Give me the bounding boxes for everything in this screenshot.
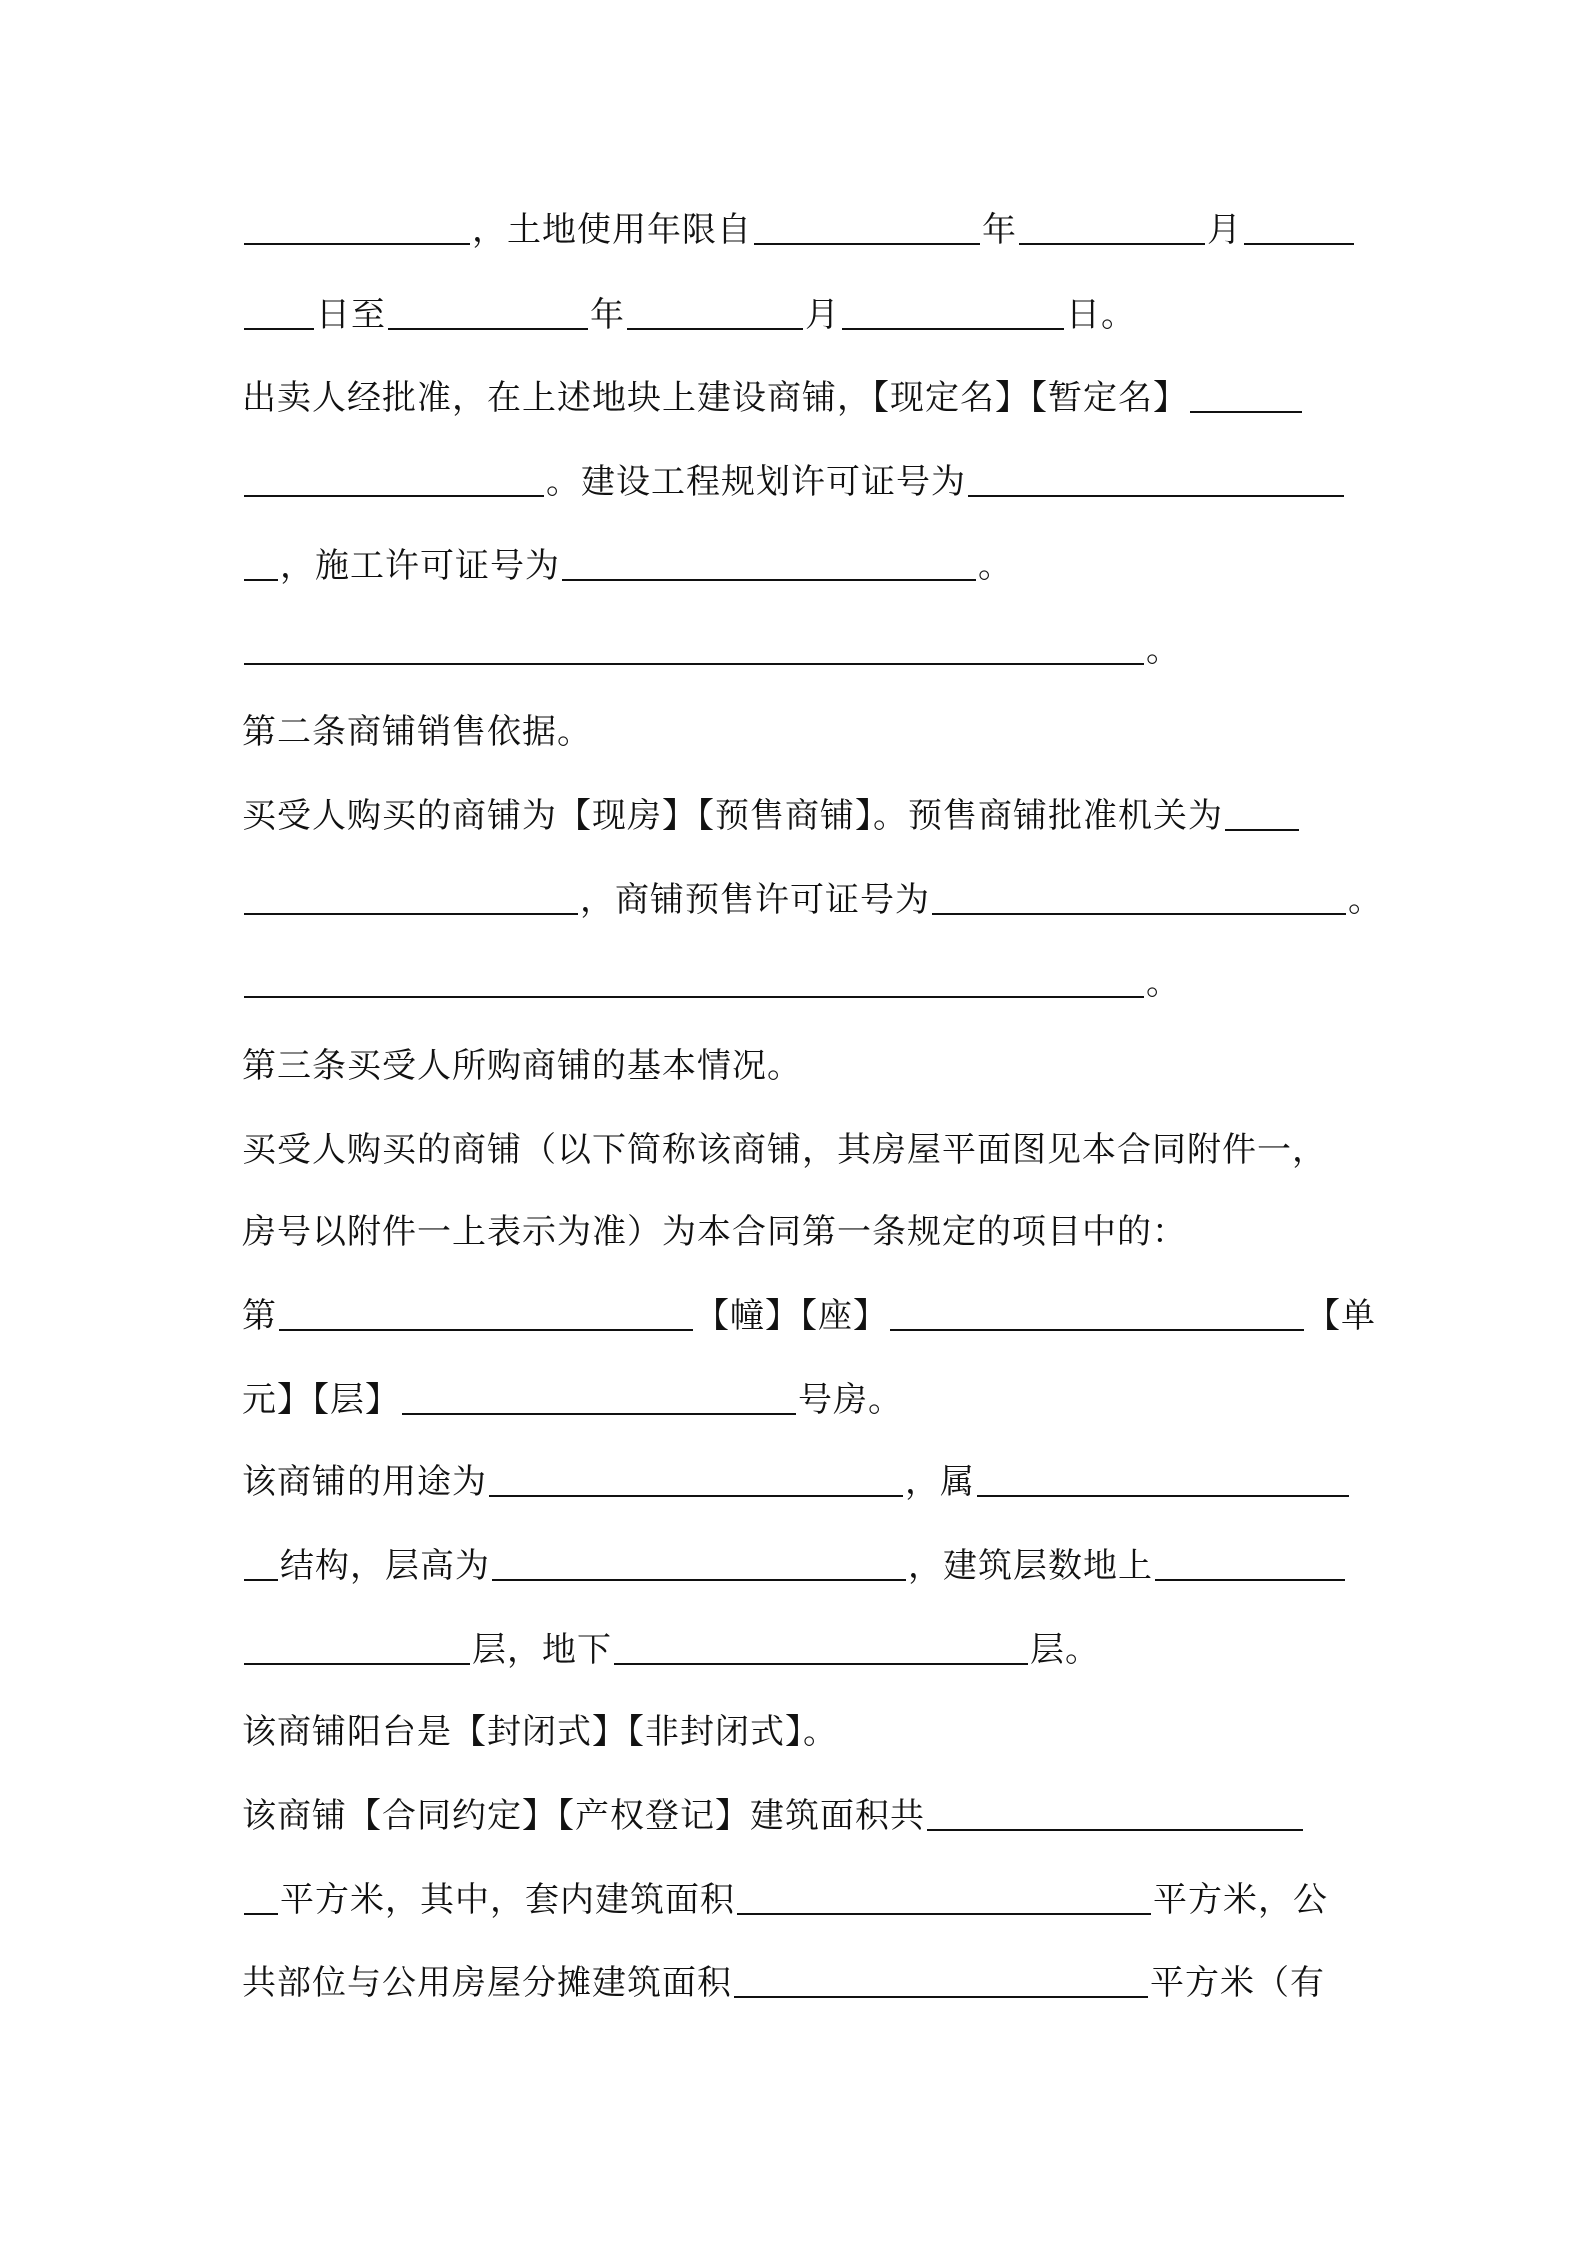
text-segment: 层，地下 — [472, 1630, 612, 1670]
text-line — [242, 702, 592, 762]
text-segment: 结构，层高为 — [280, 1546, 490, 1586]
text-line — [242, 786, 1301, 846]
fill-in-blank[interactable] — [244, 962, 1144, 998]
fill-in-blank[interactable] — [244, 209, 470, 245]
text-segment: 层。 — [1030, 1630, 1100, 1670]
text-line — [242, 1120, 1327, 1180]
fill-in-blank[interactable] — [562, 545, 976, 581]
text-segment: 日至 — [316, 295, 386, 335]
text-line — [242, 1452, 1351, 1512]
fill-in-blank[interactable] — [627, 294, 803, 330]
text-segment: 买受人购买的商铺（以下简称该商铺，其房屋平面图见本合同附件一， — [242, 1130, 1327, 1170]
text-segment: 日。 — [1066, 295, 1136, 335]
text-segment: 【单 — [1306, 1296, 1376, 1336]
fill-in-blank[interactable] — [927, 1795, 1303, 1831]
text-segment: 房号以附件一上表示为准）为本合同第一条规定的项目中的： — [242, 1212, 1187, 1252]
text-line — [242, 1702, 838, 1762]
text-segment: ，土地使用年限自 — [472, 210, 752, 250]
text-segment: ，施工许可证号为 — [280, 546, 560, 586]
text-segment: 。 — [1146, 630, 1181, 670]
fill-in-blank[interactable] — [244, 461, 544, 497]
text-segment: 平方米，公 — [1153, 1880, 1328, 1920]
fill-in-blank[interactable] — [1225, 795, 1299, 831]
text-line — [242, 1370, 903, 1430]
fill-in-blank[interactable] — [734, 1962, 1148, 1998]
fill-in-blank[interactable] — [754, 209, 980, 245]
fill-in-blank[interactable] — [977, 1461, 1349, 1497]
fill-in-blank[interactable] — [968, 461, 1344, 497]
text-segment: 月 — [1207, 210, 1242, 250]
text-line — [242, 1036, 802, 1096]
text-segment: 该商铺的用途为 — [242, 1462, 487, 1502]
fill-in-blank[interactable] — [244, 294, 314, 330]
fill-in-blank[interactable] — [244, 1545, 278, 1581]
fill-in-blank[interactable] — [842, 294, 1064, 330]
text-line — [242, 285, 1136, 345]
fill-in-blank[interactable] — [388, 294, 588, 330]
text-segment: 元】【层】 — [242, 1380, 400, 1420]
text-segment: 该商铺阳台是【封闭式】【非封闭式】。 — [242, 1712, 838, 1752]
fill-in-blank[interactable] — [614, 1629, 1028, 1665]
text-segment: 第 — [242, 1296, 277, 1336]
fill-in-blank[interactable] — [402, 1379, 796, 1415]
text-segment: 共部位与公用房屋分摊建筑面积 — [242, 1963, 732, 2003]
text-line — [242, 1620, 1100, 1680]
text-segment: 。 — [1146, 963, 1181, 1003]
fill-in-blank[interactable] — [1190, 377, 1302, 413]
text-line — [242, 1870, 1328, 1930]
fill-in-blank[interactable] — [1155, 1545, 1345, 1581]
text-segment: 月 — [805, 295, 840, 335]
text-segment: 第三条买受人所购商铺的基本情况。 — [242, 1046, 802, 1086]
text-line — [242, 620, 1181, 680]
fill-in-blank[interactable] — [279, 1295, 693, 1331]
text-segment: 。 — [1348, 880, 1383, 920]
fill-in-blank[interactable] — [489, 1461, 903, 1497]
text-segment: 。建设工程规划许可证号为 — [546, 462, 966, 502]
text-segment: 出卖人经批准，在上述地块上建设商铺，【现定名】【暂定名】 — [242, 378, 1188, 418]
text-segment: 平方米，其中，套内建筑面积 — [280, 1880, 735, 1920]
fill-in-blank[interactable] — [1244, 209, 1354, 245]
text-line — [242, 953, 1181, 1013]
fill-in-blank[interactable] — [244, 1629, 470, 1665]
text-line — [242, 1202, 1187, 1262]
text-segment: 。 — [978, 546, 1013, 586]
fill-in-blank[interactable] — [492, 1545, 906, 1581]
text-segment: ，建筑层数地上 — [908, 1546, 1153, 1586]
text-segment: ，商铺预售许可证号为 — [580, 880, 930, 920]
fill-in-blank[interactable] — [890, 1295, 1304, 1331]
text-segment: 号房。 — [798, 1380, 903, 1420]
fill-in-blank[interactable] — [244, 545, 278, 581]
text-line — [242, 536, 1013, 596]
fill-in-blank[interactable] — [932, 879, 1346, 915]
text-segment: 年 — [982, 210, 1017, 250]
text-line — [242, 1286, 1376, 1346]
fill-in-blank[interactable] — [244, 629, 1144, 665]
text-line — [242, 1536, 1347, 1596]
text-line — [242, 200, 1356, 260]
text-line — [242, 1786, 1305, 1846]
fill-in-blank[interactable] — [244, 1879, 278, 1915]
text-segment: 【幢】【座】 — [695, 1296, 888, 1336]
text-segment: 买受人购买的商铺为【现房】【预售商铺】。预售商铺批准机关为 — [242, 796, 1223, 836]
text-segment: 该商铺【合同约定】【产权登记】建筑面积共 — [242, 1796, 925, 1836]
fill-in-blank[interactable] — [1019, 209, 1205, 245]
fill-in-blank[interactable] — [737, 1879, 1151, 1915]
text-segment: 年 — [590, 295, 625, 335]
text-line — [242, 368, 1304, 428]
text-line — [242, 1953, 1325, 2013]
text-line — [242, 452, 1346, 512]
text-segment: 平方米（有 — [1150, 1963, 1325, 2003]
text-line — [242, 870, 1383, 930]
fill-in-blank[interactable] — [244, 879, 578, 915]
text-segment: ，属 — [905, 1462, 975, 1502]
text-segment: 第二条商铺销售依据。 — [242, 712, 592, 752]
